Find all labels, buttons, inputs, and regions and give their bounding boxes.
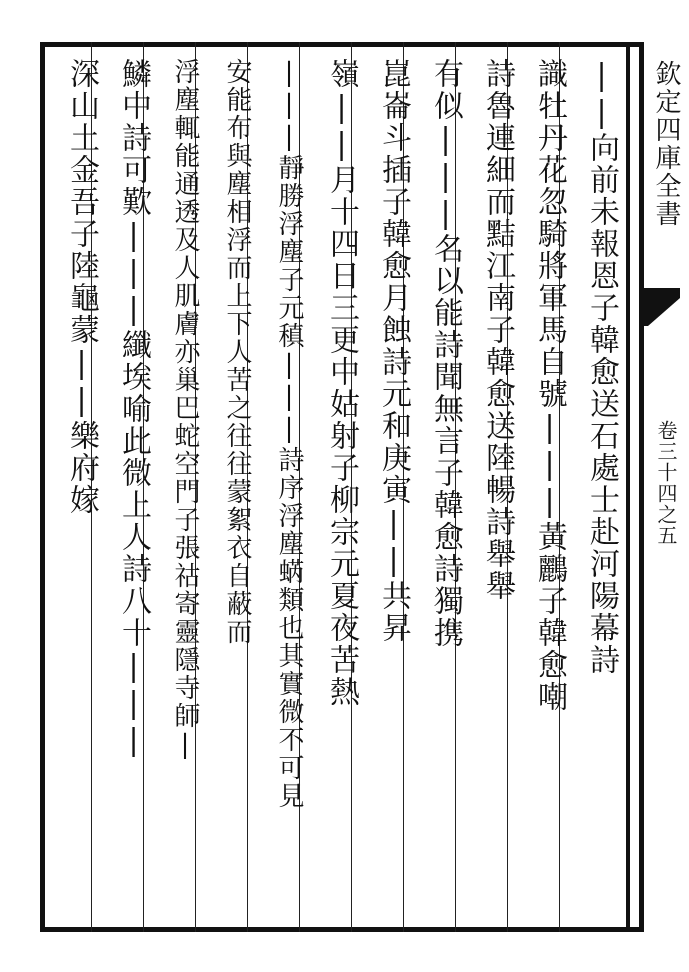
text-column-1: ||向前未報恩子韓愈送石處士赴河陽幕詩 bbox=[584, 58, 619, 676]
text-column-7: |||靜勝浮塵子元稹|||詩序浮塵蜹類也其實微不可見 bbox=[274, 58, 304, 810]
text-column-2: 識牡丹花忽騎將軍馬自號|||黃鸝子韓愈嘲 bbox=[532, 58, 567, 713]
text-column-4: 有似|||名以能詩聞無言子韓愈詩獨携 bbox=[428, 58, 463, 649]
fishtail-mark-icon bbox=[640, 288, 680, 326]
text-column-5: 崑崙斗插子韓愈月蝕詩元和庚寅||共昇 bbox=[376, 58, 411, 644]
text-column-10: 鱗中詩可歎|||纖埃喻此微上人詩八十||| bbox=[116, 58, 151, 760]
book-title: 欽定四庫全書 bbox=[651, 60, 681, 228]
text-column-8: 安能布與塵相浮而上下人苦之往往蒙絮衣自蔽而 bbox=[222, 58, 252, 646]
margin-rule bbox=[626, 42, 630, 932]
text-column-3: 詩魯連細而黠江南子韓愈送陸暢詩舉舉 bbox=[480, 58, 515, 602]
text-column-6: 嶺||月十四日三更中姑射子柳宗元夏夜苦熱 bbox=[324, 58, 359, 708]
text-column-11: 深山土金吾子陸龜蒙||樂府嫁 bbox=[64, 58, 99, 516]
text-column-9: 浮塵輒能通透及人肌膚亦巢巴蛇空門子張祜寄靈隱寺師| bbox=[170, 58, 200, 762]
volume-label: 卷三十四之五 bbox=[654, 420, 678, 546]
